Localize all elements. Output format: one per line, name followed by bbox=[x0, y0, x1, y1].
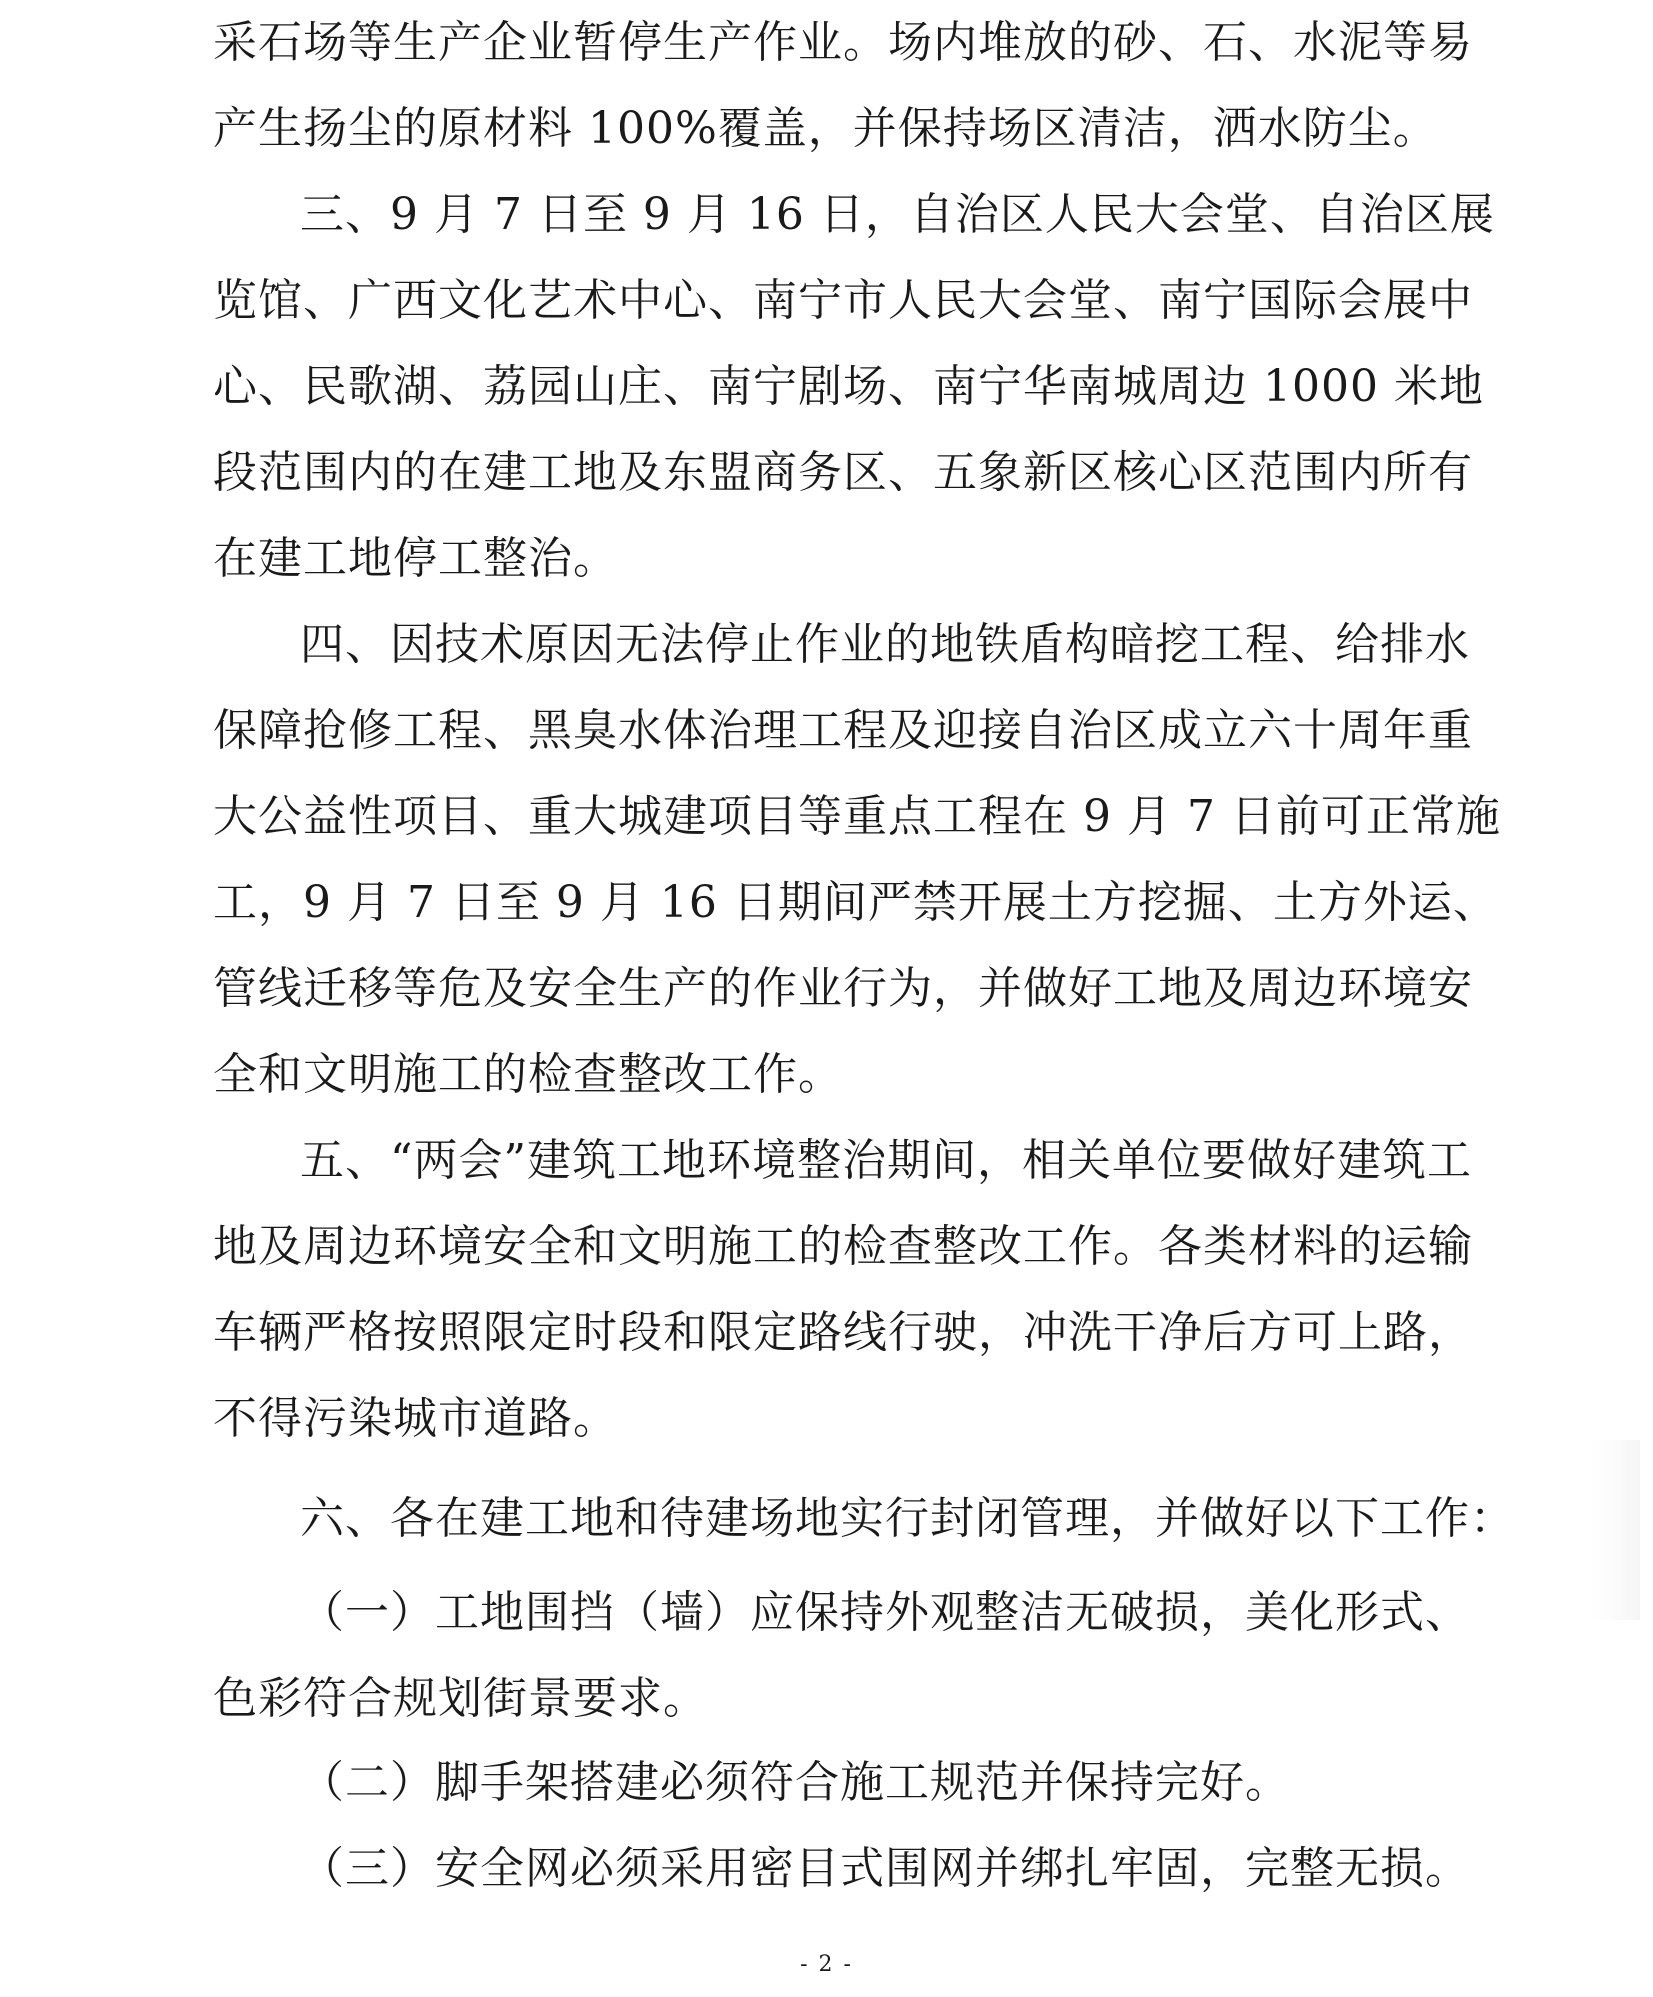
paragraph-line: 六、各在建工地和待建场地实行封闭管理，并做好以下工作： bbox=[300, 1493, 1515, 1544]
paragraph-line: 全和文明施工的检查整改工作。 bbox=[213, 1049, 843, 1100]
paragraph-line: 大公益性项目、重大城建项目等重点工程在 9 月 7 日前可正常施 bbox=[213, 791, 1501, 842]
paragraph-line: 车辆严格按照限定时段和限定路线行驶，冲洗干净后方可上路， bbox=[213, 1307, 1473, 1358]
scan-edge-shading bbox=[1590, 1440, 1640, 1620]
paragraph-line: 保障抢修工程、黑臭水体治理工程及迎接自治区成立六十周年重 bbox=[213, 705, 1473, 756]
paragraph-line: （二）脚手架搭建必须符合施工规范并保持完好。 bbox=[300, 1757, 1290, 1808]
paragraph-line: 色彩符合规划街景要求。 bbox=[213, 1673, 708, 1724]
paragraph-line: 三、9 月 7 日至 9 月 16 日，自治区人民大会堂、自治区展 bbox=[300, 189, 1495, 240]
paragraph-line: 管线迁移等危及安全生产的作业行为，并做好工地及周边环境安 bbox=[213, 963, 1473, 1014]
paragraph-line: 览馆、广西文化艺术中心、南宁市人民大会堂、南宁国际会展中 bbox=[213, 275, 1473, 326]
paragraph-line: 工，9 月 7 日至 9 月 16 日期间严禁开展土方挖掘、土方外运、 bbox=[213, 877, 1498, 928]
paragraph-line: 心、民歌湖、荔园山庄、南宁剧场、南宁华南城周边 1000 米地 bbox=[213, 361, 1484, 412]
paragraph-line: 不得污染城市道路。 bbox=[213, 1393, 618, 1444]
paragraph-line: （三）安全网必须采用密目式围网并绑扎牢固，完整无损。 bbox=[300, 1843, 1470, 1894]
paragraph-line: （一）工地围挡（墙）应保持外观整洁无破损，美化形式、 bbox=[300, 1587, 1470, 1638]
page-number: - 2 - bbox=[800, 1952, 853, 1977]
paragraph-line: 产生扬尘的原材料 100%覆盖，并保持场区清洁，洒水防尘。 bbox=[213, 103, 1438, 154]
paragraph-line: 五、“两会”建筑工地环境整治期间，相关单位要做好建筑工 bbox=[300, 1135, 1472, 1186]
paragraph-line: 地及周边环境安全和文明施工的检查整改工作。各类材料的运输 bbox=[213, 1221, 1473, 1272]
paragraph-line: 四、因技术原因无法停止作业的地铁盾构暗挖工程、给排水 bbox=[300, 619, 1470, 670]
paragraph-line: 在建工地停工整治。 bbox=[213, 533, 618, 584]
paragraph-line: 采石场等生产企业暂停生产作业。场内堆放的砂、石、水泥等易 bbox=[213, 17, 1473, 68]
paragraph-line: 段范围内的在建工地及东盟商务区、五象新区核心区范围内所有 bbox=[213, 447, 1473, 498]
